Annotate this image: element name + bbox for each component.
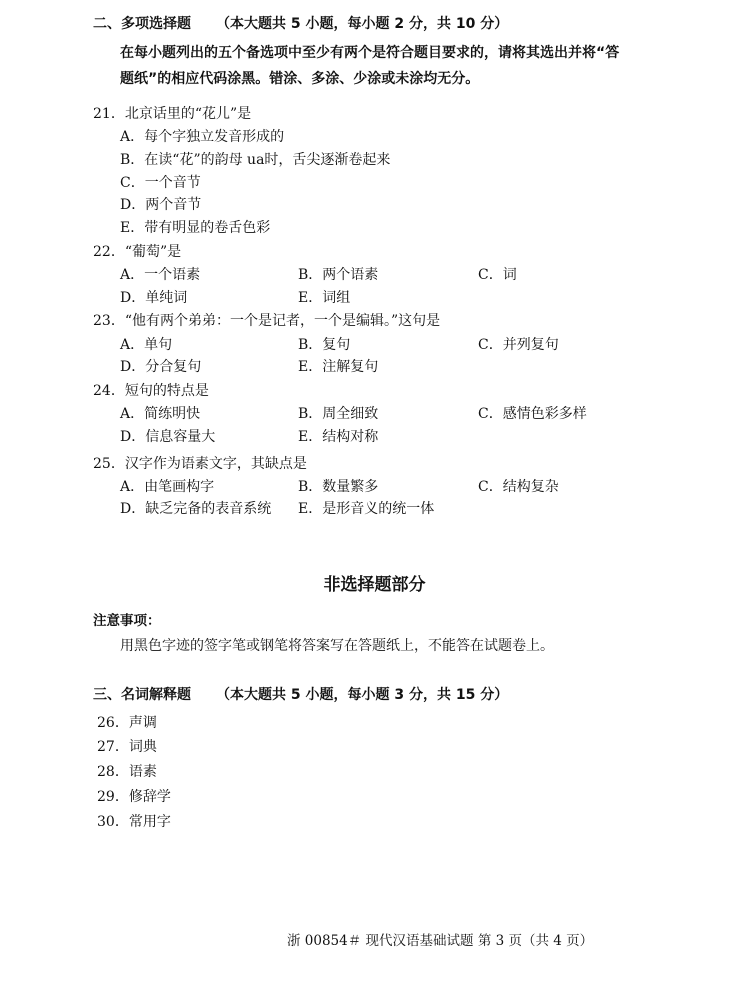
question-25-stem: 25．汉字作为语素文字，其缺点是 xyxy=(93,456,307,472)
question-25-option-a: A．由笔画构字 xyxy=(120,479,215,495)
question-21-option-b: B．在读“花”的韵母 ua时，舌尖逐渐卷起来 xyxy=(120,152,391,168)
question-21-option-e: E．带有明显的卷舌色彩 xyxy=(120,220,271,236)
section2-instruction-line1: 在每小题列出的五个备选项中至少有两个是符合题目要求的，请将其选出并将“答 xyxy=(120,45,620,61)
question-23-option-c: C．并列复句 xyxy=(478,337,559,353)
question-25-option-e: E．是形音义的统一体 xyxy=(298,501,435,517)
question-22-option-d: D．单纯词 xyxy=(120,290,188,306)
section2-instruction-line2: 题纸”的相应代码涂黑。错涂、多涂、少涂或未涂均无分。 xyxy=(120,71,480,87)
question-23-option-b: B．复句 xyxy=(298,337,351,353)
question-22-option-a: A．一个语素 xyxy=(120,267,201,283)
section3-item-30: 30．常用字 xyxy=(97,814,171,830)
section2-info: （本大题共 5 小题，每小题 2 分，共 10 分） xyxy=(216,16,509,32)
section3-item-28: 28．语素 xyxy=(97,764,157,780)
part-title: 非选择题部分 xyxy=(323,575,426,595)
question-24-stem: 24．短句的特点是 xyxy=(93,383,209,399)
section2-title: 二、多项选择题 xyxy=(93,16,191,32)
section3-title: 三、名词解释题 xyxy=(93,687,191,703)
question-22-stem: 22．“葡萄”是 xyxy=(93,244,182,260)
question-24-option-e: E．结构对称 xyxy=(298,429,379,445)
question-21-stem: 21．北京话里的“花儿”是 xyxy=(93,106,252,122)
question-24-option-c: C．感情色彩多样 xyxy=(478,406,587,422)
section3-info: （本大题共 5 小题，每小题 3 分，共 15 分） xyxy=(216,687,509,703)
question-22-option-b: B．两个语素 xyxy=(298,267,379,283)
notice-label: 注意事项： xyxy=(93,613,161,629)
question-22-option-e: E．词组 xyxy=(298,290,351,306)
question-23-option-a: A．单句 xyxy=(120,337,173,353)
section3-item-26: 26．声调 xyxy=(97,715,157,731)
section3-item-27: 27．词典 xyxy=(97,739,157,755)
question-23-stem: 23．“他有两个弟弟：一个是记者，一个是编辑。”这句是 xyxy=(93,313,441,329)
question-21-option-c: C．一个音节 xyxy=(120,175,201,191)
page-footer: 浙 00854＃ 现代汉语基础试题 第 3 页（共 4 页） xyxy=(287,933,594,949)
question-25-option-b: B．数量繁多 xyxy=(298,479,379,495)
question-21-option-a: A．每个字独立发音形成的 xyxy=(120,129,285,145)
question-24-option-b: B．周全细致 xyxy=(298,406,379,422)
notice-text: 用黑色字迹的签字笔或钢笔将答案写在答题纸上，不能答在试题卷上。 xyxy=(120,638,554,654)
question-23-option-e: E．注解复句 xyxy=(298,359,379,375)
section3-item-29: 29．修辞学 xyxy=(97,789,171,805)
question-24-option-a: A．简练明快 xyxy=(120,406,201,422)
question-25-option-d: D．缺乏完备的表音系统 xyxy=(120,501,272,517)
question-21-option-d: D．两个音节 xyxy=(120,197,202,213)
question-22-option-c: C．词 xyxy=(478,267,517,283)
question-25-option-c: C．结构复杂 xyxy=(478,479,559,495)
question-24-option-d: D．信息容量大 xyxy=(120,429,216,445)
question-23-option-d: D．分合复句 xyxy=(120,359,202,375)
